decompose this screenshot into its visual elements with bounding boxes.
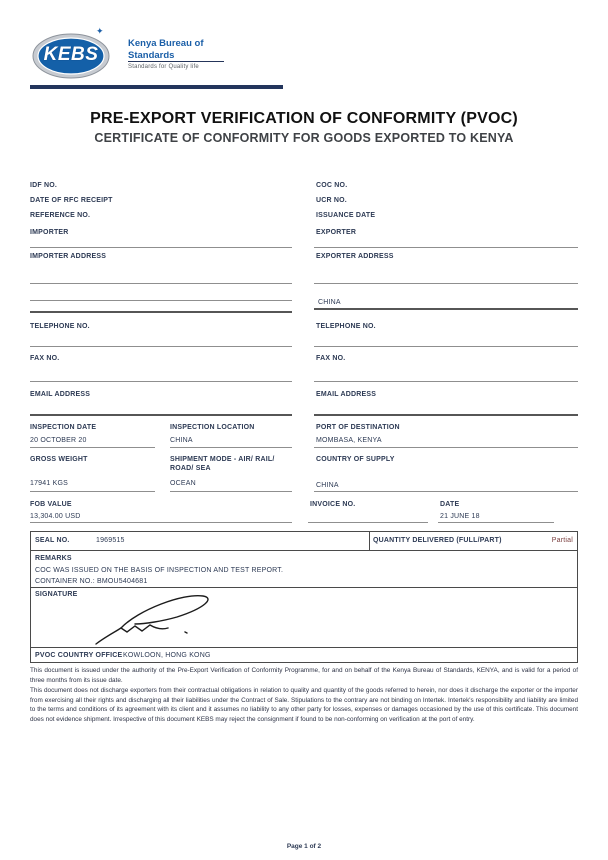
fax-no-label-right: FAX NO. <box>316 355 346 362</box>
pvoc-country-office-label: PVOC COUNTRY OFFICE <box>35 652 123 659</box>
page-title: PRE-EXPORT VERIFICATION OF CONFORMITY (PVOC) <box>90 110 518 127</box>
issuance-date-label: ISSUANCE DATE <box>316 212 376 219</box>
remarks-line-2: CONTAINER NO.: BMOU5404681 <box>35 578 148 585</box>
disclaimer-block <box>30 666 578 726</box>
inspection-date-label: INSPECTION DATE <box>30 424 97 431</box>
logo-underline-bar <box>30 85 283 89</box>
disclaimer-paragraph-1: This document is issued under the authority of the Pre-Export Verification of Conformity Programme, for and on behalf of the Kenya Bureau of Standards, KENYA, and is valid for a period of three months from its issue date. <box>30 667 578 684</box>
rule <box>438 522 554 523</box>
gross-weight-value: 17941 KGS <box>30 480 68 487</box>
rule <box>30 522 292 523</box>
fob-value-label: FOB VALUE <box>30 501 72 508</box>
pvoc-country-office-value: KOWLOON, HONG KONG <box>123 652 211 659</box>
rule <box>314 381 578 382</box>
logo-org-line2: Standards <box>128 50 175 61</box>
signature-image <box>93 590 228 647</box>
seal-no-label: SEAL NO. <box>35 537 70 544</box>
rule <box>30 300 292 301</box>
logo-tagline: Standards for Quality life <box>128 64 199 70</box>
rule <box>170 491 292 492</box>
quantity-delivered-label: QUANTITY DELIVERED (FULL/PART) <box>373 537 502 544</box>
telephone-no-label-right: TELEPHONE NO. <box>316 323 376 330</box>
table-rule <box>31 550 577 551</box>
table-rule <box>31 587 577 588</box>
importer-label: IMPORTER <box>30 229 69 236</box>
disclaimer-paragraph-2: This document does not discharge exporters from their contractual obligations in relation to quality and quantity of the goods referred to herein, nor does it discharge the exporter or the importer from exercising all their rights and discharging all their liabilities under the Contract of Sale. Stipulations to the contrary are not binding on Intertek. Intertek's responsibility and liability are limited to the terms and conditions of its agreement with its client and it assumes no liability to any other party for losses, expenses or damages occasioned by the use of this certificate. This document does not evidence shipment. Irrespective of this document KEBS may reject the consignment if found to be non-conforming on verification at the port of entry. <box>30 687 578 723</box>
email-address-label-right: EMAIL ADDRESS <box>316 391 377 398</box>
signature-label: SIGNATURE <box>35 591 78 598</box>
rule <box>308 522 428 523</box>
rule <box>314 447 578 448</box>
date-value: 21 JUNE 18 <box>440 513 480 520</box>
rule <box>30 491 155 492</box>
seal-no-value: 1969515 <box>96 537 125 544</box>
date-label: DATE <box>440 501 460 508</box>
rule <box>314 491 578 492</box>
kebs-acronym: KEBS <box>43 44 99 65</box>
shipment-mode-label: SHIPMENT MODE - AIR/ RAIL/ ROAD/ SEA <box>170 456 275 472</box>
fax-no-label-left: FAX NO. <box>30 355 60 362</box>
invoice-no-label: INVOICE NO. <box>310 501 356 508</box>
email-address-label-left: EMAIL ADDRESS <box>30 391 91 398</box>
reference-no-label: REFERENCE NO. <box>30 212 91 219</box>
gross-weight-label: GROSS WEIGHT <box>30 456 88 463</box>
inspection-location-label: INSPECTION LOCATION <box>170 424 255 431</box>
rule <box>170 447 292 448</box>
idf-no-label: IDF NO. <box>30 182 58 189</box>
rule <box>30 447 155 448</box>
inspection-date-value: 20 OCTOBER 20 <box>30 437 87 444</box>
importer-address-label: IMPORTER ADDRESS <box>30 253 107 260</box>
rule <box>30 311 292 313</box>
date-of-rfc-receipt-label: DATE OF RFC RECEIPT <box>30 197 113 204</box>
page-subtitle: CERTIFICATE OF CONFORMITY FOR GOODS EXPORTED TO KENYA <box>94 131 514 145</box>
logo-rule <box>128 61 224 62</box>
port-of-destination-label: PORT OF DESTINATION <box>316 424 400 431</box>
rule <box>314 308 578 310</box>
rule <box>314 283 578 284</box>
logo-org-line1: Kenya Bureau of <box>128 38 204 49</box>
remarks-label: REMARKS <box>35 555 72 562</box>
telephone-no-label-left: TELEPHONE NO. <box>30 323 90 330</box>
country-of-supply-label: COUNTRY OF SUPPLY <box>316 456 395 463</box>
quantity-delivered-value: Partial <box>551 537 573 544</box>
shipment-mode-value: OCEAN <box>170 480 196 487</box>
rule <box>30 346 292 347</box>
rule <box>30 247 292 248</box>
exporter-country-value: CHINA <box>318 299 341 306</box>
page-number: Page 1 of 2 <box>286 843 322 850</box>
ucr-no-label: UCR NO. <box>316 197 347 204</box>
rule <box>30 283 292 284</box>
country-of-supply-value: CHINA <box>316 482 339 489</box>
port-of-destination-value: MOMBASA, KENYA <box>316 437 382 444</box>
seal-remarks-table <box>30 531 578 663</box>
rule <box>314 247 578 248</box>
fob-value-value: 13,304.00 USD <box>30 513 81 520</box>
table-rule <box>31 647 577 648</box>
sparkle-icon: ✦ <box>96 26 104 36</box>
coc-no-label: COC NO. <box>316 182 348 189</box>
table-vrule <box>369 532 370 550</box>
rule <box>30 414 292 416</box>
exporter-address-label: EXPORTER ADDRESS <box>316 253 394 260</box>
inspection-location-value: CHINA <box>170 437 193 444</box>
remarks-line-1: COC WAS ISSUED ON THE BASIS OF INSPECTION AND TEST REPORT. <box>35 567 284 574</box>
exporter-label: EXPORTER <box>316 229 357 236</box>
rule <box>314 346 578 347</box>
rule <box>30 381 292 382</box>
rule <box>314 414 578 416</box>
